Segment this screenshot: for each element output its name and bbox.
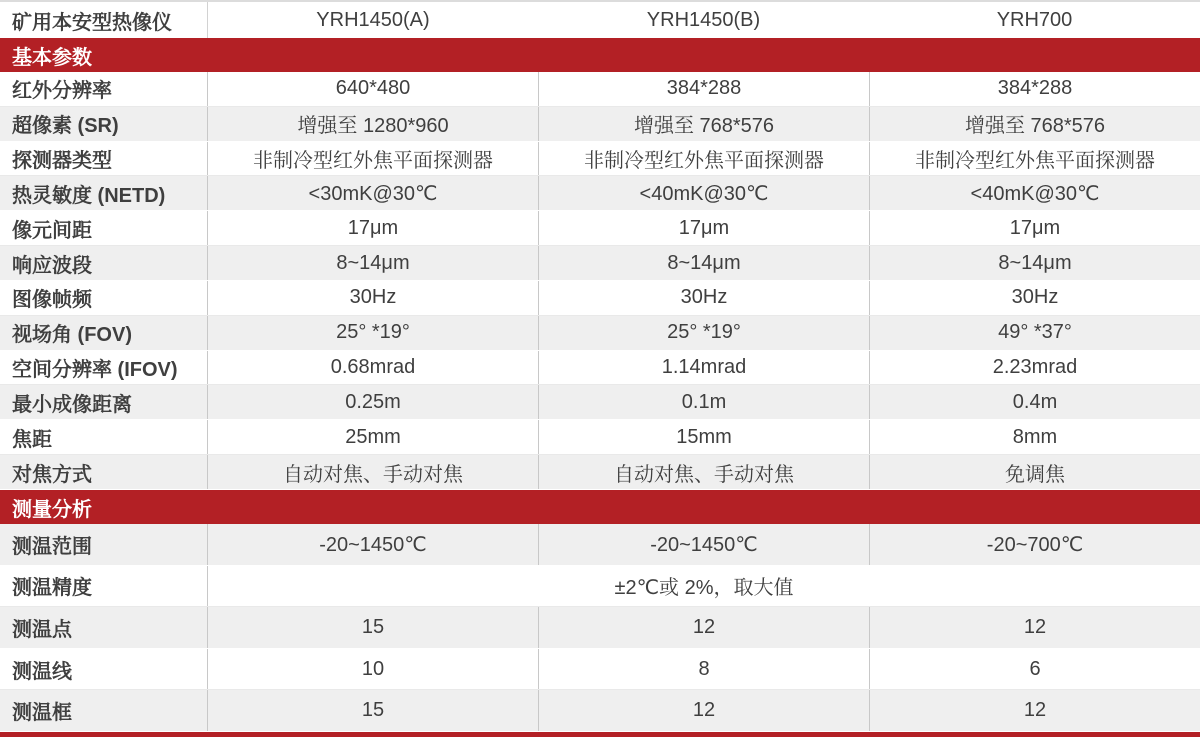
- table-row: [0, 351, 1200, 386]
- row-label: 图像帧频: [12, 289, 92, 312]
- row-value: 384*288: [869, 72, 1200, 106]
- table-row: [0, 649, 1200, 691]
- product-category-label: 矿用本安型热像仪: [12, 11, 172, 34]
- row-value: 增强至 1280*960: [207, 107, 538, 141]
- row-label: 测温线: [12, 660, 72, 683]
- row-value: -20~1450℃: [207, 524, 538, 565]
- row-value: 增强至 768*576: [538, 107, 869, 141]
- row-value: 8~14μm: [207, 246, 538, 280]
- row-value: -20~700℃: [869, 524, 1200, 565]
- row-value: -20~1450℃: [538, 524, 869, 565]
- table-row: [0, 607, 1200, 649]
- row-value: 49° *37°: [869, 316, 1200, 350]
- row-label: 测温精度: [12, 577, 92, 600]
- row-value: 0.25m: [207, 385, 538, 419]
- table-row: [0, 690, 1200, 732]
- row-value: 非制冷型红外焦平面探测器: [207, 142, 538, 176]
- row-value: 8~14μm: [869, 246, 1200, 280]
- row-value: 17μm: [207, 211, 538, 245]
- row-label: 测温框: [12, 702, 72, 725]
- row-label: 探测器类型: [12, 150, 112, 173]
- model-column-header-yrh1450b: YRH1450(B): [646, 8, 761, 31]
- row-label: 测温点: [12, 618, 72, 641]
- row-label: 像元间距: [12, 219, 92, 242]
- row-value: 非制冷型红外焦平面探测器: [538, 142, 869, 176]
- row-value: 25° *19°: [207, 316, 538, 350]
- table-row: [0, 142, 1200, 177]
- row-value: 0.1m: [538, 385, 869, 419]
- table-row: [0, 420, 1200, 455]
- bottom-accent-strip: [0, 732, 1200, 737]
- model-column-header-yrh700: YRH700: [996, 8, 1073, 31]
- row-value: 自动对焦、手动对焦: [538, 455, 869, 489]
- row-label: 响应波段: [12, 254, 92, 277]
- row-value: 384*288: [538, 72, 869, 106]
- table-row: [0, 455, 1200, 490]
- row-value: 12: [538, 607, 869, 648]
- row-value: 8mm: [869, 420, 1200, 454]
- row-label: 红外分辨率: [12, 80, 112, 103]
- table-row: [0, 316, 1200, 351]
- row-value: 12: [869, 690, 1200, 731]
- row-value: 30Hz: [869, 281, 1200, 315]
- table-row: [0, 524, 1200, 566]
- row-value: 非制冷型红外焦平面探测器: [869, 142, 1200, 176]
- table-row: [0, 246, 1200, 281]
- row-value: 30Hz: [207, 281, 538, 315]
- row-value: 8~14μm: [538, 246, 869, 280]
- row-value: 25mm: [207, 420, 538, 454]
- row-value: 0.4m: [869, 385, 1200, 419]
- row-value: 0.68mrad: [207, 351, 538, 385]
- row-value: 2.23mrad: [869, 351, 1200, 385]
- section-rows-measurement-analysis: [0, 524, 1200, 732]
- row-value: 自动对焦、手动对焦: [207, 455, 538, 489]
- table-row: [0, 72, 1200, 107]
- row-value-merged: ±2℃或 2%，取大值: [207, 566, 1200, 607]
- row-value: 25° *19°: [538, 316, 869, 350]
- table-row: [0, 211, 1200, 246]
- row-label: 视场角 (FOV): [12, 324, 132, 347]
- section-band-basic-parameters: 基本参数: [0, 38, 1200, 72]
- row-value: 640*480: [207, 72, 538, 106]
- table-header-row: [0, 2, 1200, 38]
- row-value: 15: [207, 607, 538, 648]
- row-value: <40mK@30℃: [538, 176, 869, 210]
- table-row: [0, 566, 1200, 608]
- row-value: <40mK@30℃: [869, 176, 1200, 210]
- row-value: 增强至 768*576: [869, 107, 1200, 141]
- row-label: 焦距: [12, 428, 52, 451]
- row-label: 测温范围: [12, 535, 92, 558]
- row-value: 17μm: [869, 211, 1200, 245]
- row-label: 最小成像距离: [12, 393, 132, 416]
- table-row: [0, 385, 1200, 420]
- model-column-header-yrh1450a: YRH1450(A): [207, 2, 538, 38]
- row-value: 6: [869, 649, 1200, 690]
- row-value: <30mK@30℃: [207, 176, 538, 210]
- row-label: 空间分辨率 (IFOV): [12, 359, 178, 382]
- section-rows-basic-parameters: [0, 72, 1200, 490]
- table-row: [0, 107, 1200, 142]
- table-row: [0, 176, 1200, 211]
- row-value: 12: [538, 690, 869, 731]
- row-value: 8: [538, 649, 869, 690]
- row-value: 12: [869, 607, 1200, 648]
- row-label: 超像素 (SR): [12, 115, 119, 138]
- row-value: 10: [207, 649, 538, 690]
- row-label: 热灵敏度 (NETD): [12, 184, 166, 207]
- section-band-measurement-analysis: 测量分析: [0, 490, 1200, 524]
- row-value: 免调焦: [869, 455, 1200, 489]
- table-row: [0, 281, 1200, 316]
- row-value: 15: [207, 690, 538, 731]
- row-value: 15mm: [538, 420, 869, 454]
- row-label: 对焦方式: [12, 463, 92, 486]
- row-value: 17μm: [538, 211, 869, 245]
- row-value: 30Hz: [538, 281, 869, 315]
- row-value: 1.14mrad: [538, 351, 869, 385]
